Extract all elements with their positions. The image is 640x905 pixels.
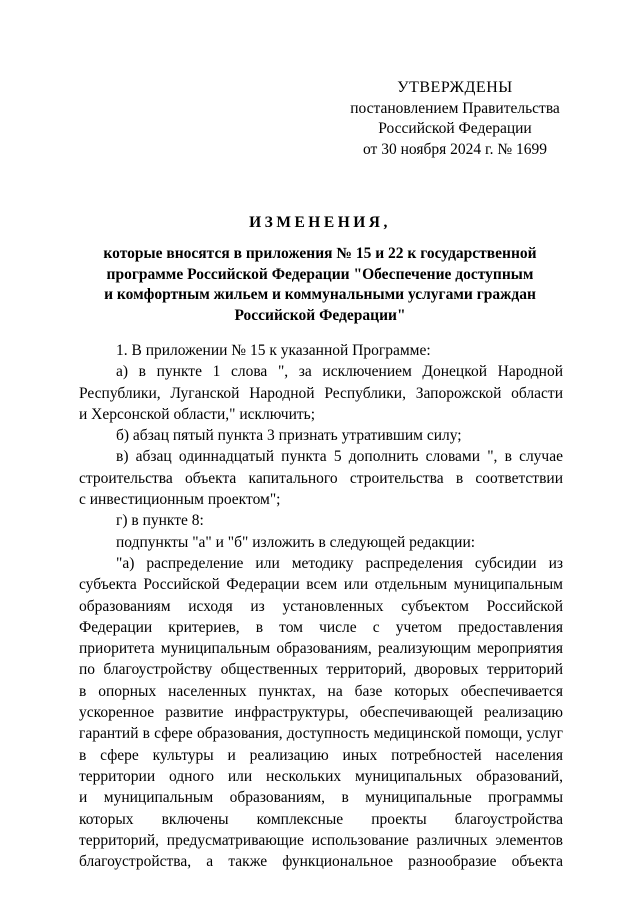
approval-line-2: Российской Федерации <box>378 120 532 137</box>
body-line: с инвестиционным проектом"; <box>79 491 281 509</box>
approval-heading: УТВЕРЖДЕНЫ <box>397 79 513 96</box>
body-line: и Херсонской области," исключить; <box>79 405 316 423</box>
body-line: по благоустройству общественных территорий, дворовых территорий <box>79 661 563 679</box>
approval-line-1: постановлением Правительства <box>350 99 560 117</box>
body-line: приоритета муниципальным образованиям, реализующим мероприятия <box>79 640 563 658</box>
body-line: 1. В приложении № 15 к указанной Программе: <box>116 342 431 359</box>
body-line: в опорных населенных пунктах, на базе которых обеспечивается <box>79 682 563 700</box>
subtitle-line: программе Российской Федерации "Обеспечение доступным <box>106 265 534 283</box>
body-line: территорий, предусматривающие использование различных элементов <box>79 831 563 849</box>
subtitle-line: которые вносятся в приложения № 15 и 22 к государственной <box>103 245 537 262</box>
body-line: Федерации критериев, в том числе с учетом предоставления <box>79 618 563 636</box>
body-line: территории одного или нескольких муниципальных образований, <box>79 767 563 785</box>
body-line: г) в пункте 8: <box>116 512 204 530</box>
body-line: а) в пункте 1 слова ", за исключением Донецкой Народной <box>116 363 563 381</box>
body-line: и муниципальным образованиям, в муниципальные программы <box>79 789 563 807</box>
body-line: благоустройства, а также функциональное разнообразие объекта <box>79 853 563 871</box>
body-line: в сфере культуры и реализацию иных потребностей населения <box>79 746 563 764</box>
body-line: ускоренное развитие инфраструктуры, обеспечивающей реализацию <box>79 704 563 722</box>
body-line: которых включены комплексные проекты благоустройства <box>79 810 563 828</box>
document-subtitle <box>80 244 560 326</box>
subtitle-line: и комфортным жильем и коммунальными услугами граждан <box>104 286 536 303</box>
approval-line-3: от 30 ноября 2024 г. № 1699 <box>363 140 547 158</box>
body-line: строительства объекта капитального строительства в соответствии <box>79 469 563 487</box>
body-line: б) абзац пятый пункта 3 признать утратившим силу; <box>116 427 462 445</box>
body-line: субъекта Российской Федерации всем или отдельным муниципальным <box>79 576 563 594</box>
body-line: Республики, Луганской Народной Республики, Запорожской области <box>79 384 563 402</box>
document-title: ИЗМЕНЕНИЯ, <box>249 214 391 231</box>
body-line: подпункты "а" и "б" изложить в следующей редакции: <box>116 533 476 551</box>
subtitle-line: Российской Федерации" <box>234 306 406 324</box>
approval-block <box>340 78 570 160</box>
body-line: в) абзац одиннадцатый пункта 5 дополнить словами ", в случае <box>116 448 563 466</box>
body-line: гарантий в сфере образования, доступность медицинской помощи, услуг <box>79 725 563 743</box>
body-line: образованиям исходя из установленных субъектом Российской <box>79 597 563 615</box>
document-body <box>79 340 563 872</box>
body-line: "а) распределение или методику распределения субсидии из <box>116 554 563 572</box>
